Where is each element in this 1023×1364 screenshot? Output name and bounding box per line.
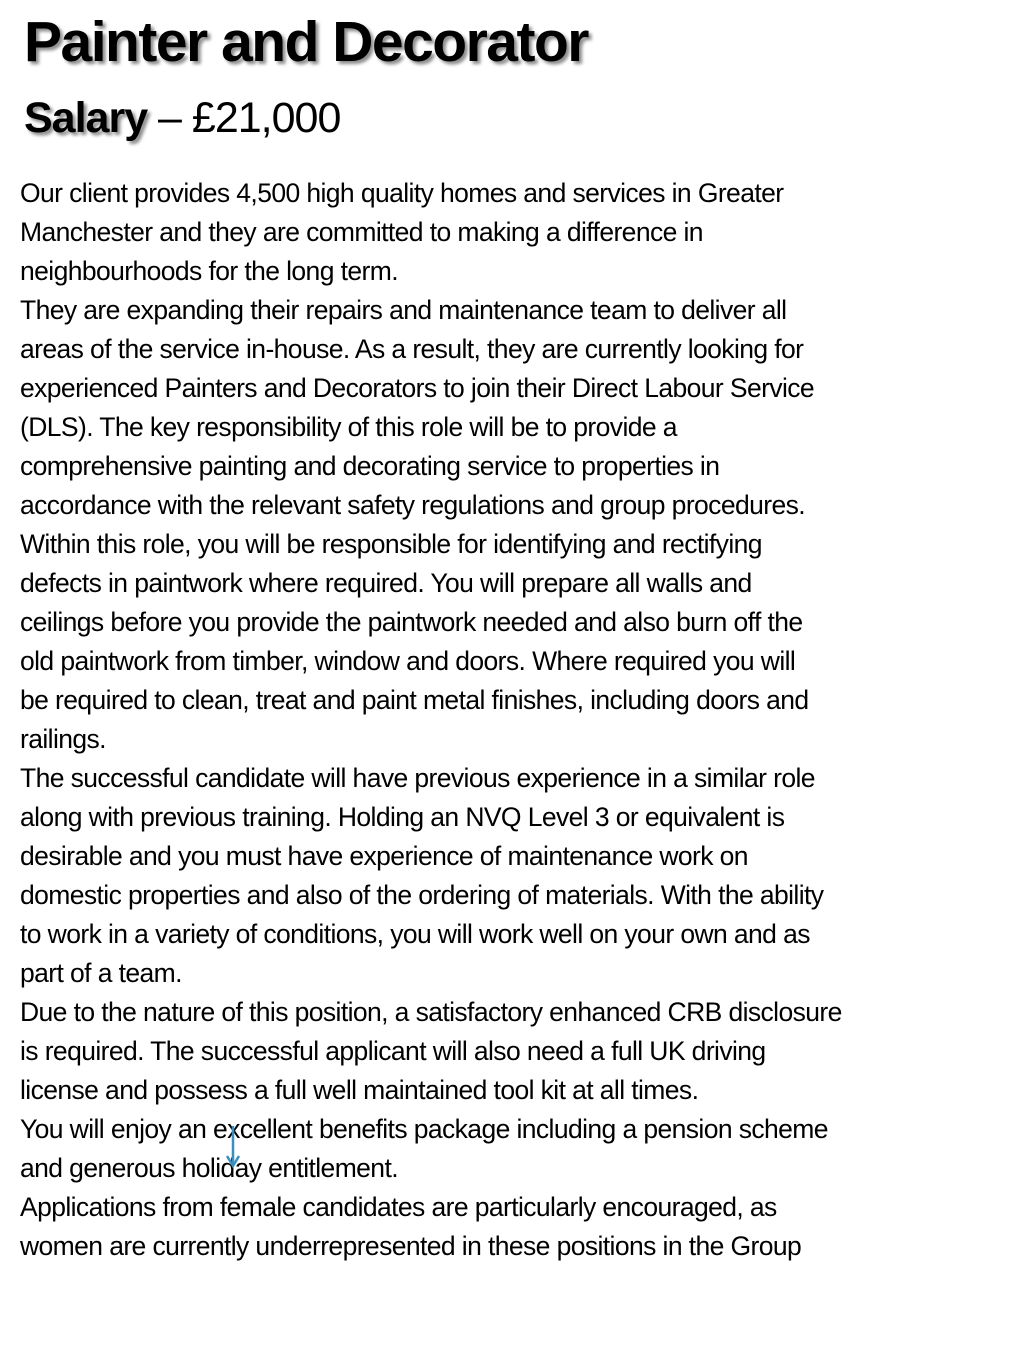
body-line: They are expanding their repairs and maintenance team to deliver all (20, 295, 787, 325)
down-arrow-cursor-icon (226, 1124, 240, 1170)
body-line: defects in paintwork where required. You will prepare all walls and (20, 568, 752, 598)
salary-separator: – (147, 94, 192, 142)
body-line: comprehensive painting and decorating service to properties in (20, 451, 720, 481)
body-line: railings. (20, 724, 106, 754)
body-line: Applications from female candidates are particularly encouraged, as (20, 1192, 777, 1222)
body-line: to work in a variety of conditions, you will work well on your own and as (20, 919, 810, 949)
salary-value: £21,000 (191, 94, 341, 142)
body-line: is required. The successful applicant will also need a full UK driving (20, 1036, 766, 1066)
body-line: license and possess a full well maintained tool kit at all times. (20, 1075, 699, 1105)
body-line: and generous holiday entitlement. (20, 1153, 398, 1183)
body-line: along with previous training. Holding an NVQ Level 3 or equivalent is (20, 802, 785, 832)
body-line: ceilings before you provide the paintwork needed and also burn off the (20, 607, 803, 637)
body-line: (DLS). The key responsibility of this role will be to provide a (20, 412, 677, 442)
job-description (20, 174, 1010, 1266)
body-line: part of a team. (20, 958, 182, 988)
salary-label: Salary (24, 94, 148, 142)
body-line: Manchester and they are committed to making a difference in (20, 217, 703, 247)
body-line: desirable and you must have experience of maintenance work on (20, 841, 748, 871)
page-title: Painter and Decorator (24, 10, 588, 74)
body-line: old paintwork from timber, window and doors. Where required you will (20, 646, 796, 676)
body-line: experienced Painters and Decorators to join their Direct Labour Service (20, 373, 815, 403)
body-line: areas of the service in-house. As a result, they are currently looking for (20, 334, 804, 364)
body-line: be required to clean, treat and paint metal finishes, including doors and (20, 685, 809, 715)
body-line: You will enjoy an excellent benefits package including a pension scheme (20, 1114, 828, 1144)
salary-line (24, 88, 340, 148)
body-line: Our client provides 4,500 high quality homes and services in Greater (20, 178, 784, 208)
body-line: accordance with the relevant safety regulations and group procedures. (20, 490, 806, 520)
body-line: women are currently underrepresented in these positions in the Group (20, 1231, 802, 1261)
body-line: neighbourhoods for the long term. (20, 256, 398, 286)
body-line: domestic properties and also of the ordering of materials. With the ability (20, 880, 824, 910)
body-line: The successful candidate will have previous experience in a similar role (20, 763, 815, 793)
body-line: Within this role, you will be responsible for identifying and rectifying (20, 529, 762, 559)
body-line: Due to the nature of this position, a satisfactory enhanced CRB disclosure (20, 997, 842, 1027)
